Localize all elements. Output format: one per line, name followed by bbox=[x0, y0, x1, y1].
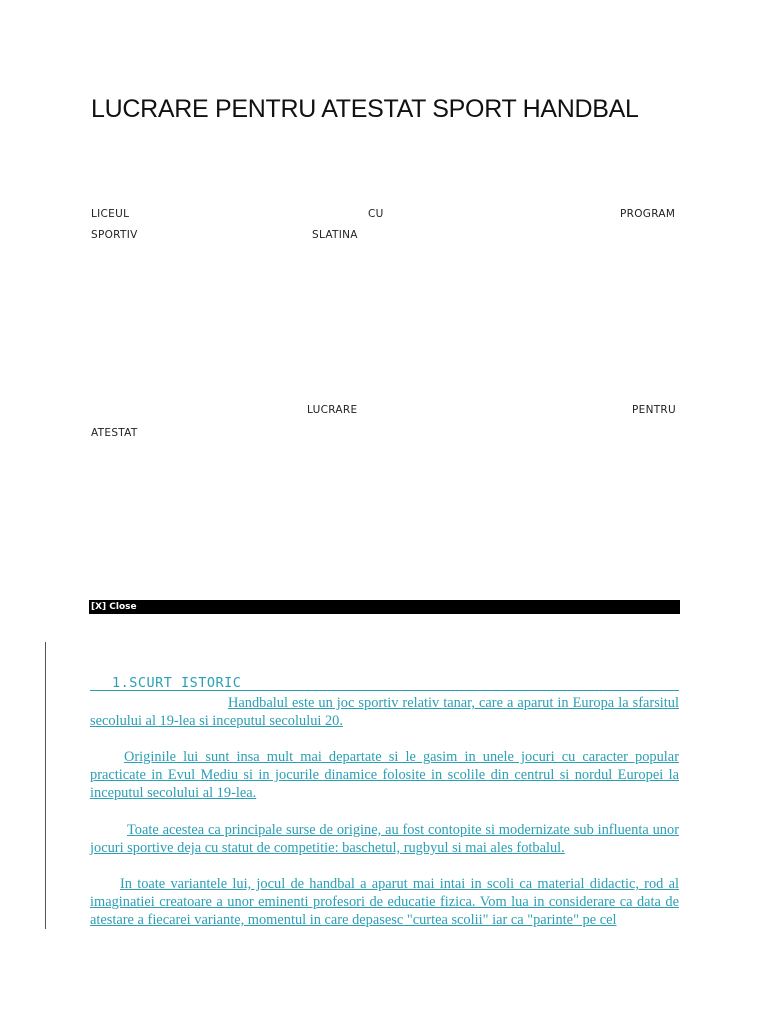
school-word-sportiv: SPORTIV bbox=[91, 229, 138, 241]
section-heading-text: 1.SCURT ISTORIC bbox=[112, 675, 242, 691]
school-word-slatina: SLATINA bbox=[312, 229, 358, 241]
school-word-liceul: LICEUL bbox=[91, 208, 130, 220]
school-word-program: PROGRAM bbox=[620, 208, 676, 220]
paragraph-1[interactable]: Handbalul este un joc sportiv relativ tanar, care a aparut in Europa la sfarsitul secolului al 19-lea si inceputul secolului 20. bbox=[90, 695, 679, 729]
document-title: LUCRARE PENTRU ATESTAT SPORT HANDBAL bbox=[91, 95, 639, 123]
ad-close-button[interactable]: [X] Close bbox=[91, 602, 137, 612]
section-heading[interactable] bbox=[90, 675, 679, 691]
work-word-atestat: ATESTAT bbox=[91, 427, 138, 439]
school-word-cu: CU bbox=[368, 208, 384, 220]
work-word-lucrare: LUCRARE bbox=[307, 404, 358, 416]
ad-bar bbox=[89, 600, 680, 614]
paragraph-2[interactable]: Originile lui sunt insa mult mai departate si le gasim in unele jocuri cu caracter popular practicate in Evul Mediu si in jocurile dinamice folosite in scolile din centrul si nordul Europei la inceputul secolului al 19-lea. bbox=[90, 749, 679, 801]
work-word-pentru: PENTRU bbox=[632, 404, 677, 416]
paragraph-4[interactable]: In toate variantele lui, jocul de handbal a aparut mai intai in scoli ca material didactic, rod al imaginatiei creatoare a unor eminenti profesori de educatie fizica. Vom lua in considerare ca data de atestare a fiecarei variante, momentul in care depasesc "curtea scolii" iar ca "parinte" pe cel bbox=[90, 876, 679, 928]
paragraph-3[interactable]: Toate acestea ca principale surse de origine, au fost contopite si modernizate sub influenta unor jocuri sportive deja cu statut de competitie: baschetul, rugbyul si mai ales fotbalul. bbox=[90, 822, 679, 856]
margin-rule bbox=[45, 642, 46, 929]
